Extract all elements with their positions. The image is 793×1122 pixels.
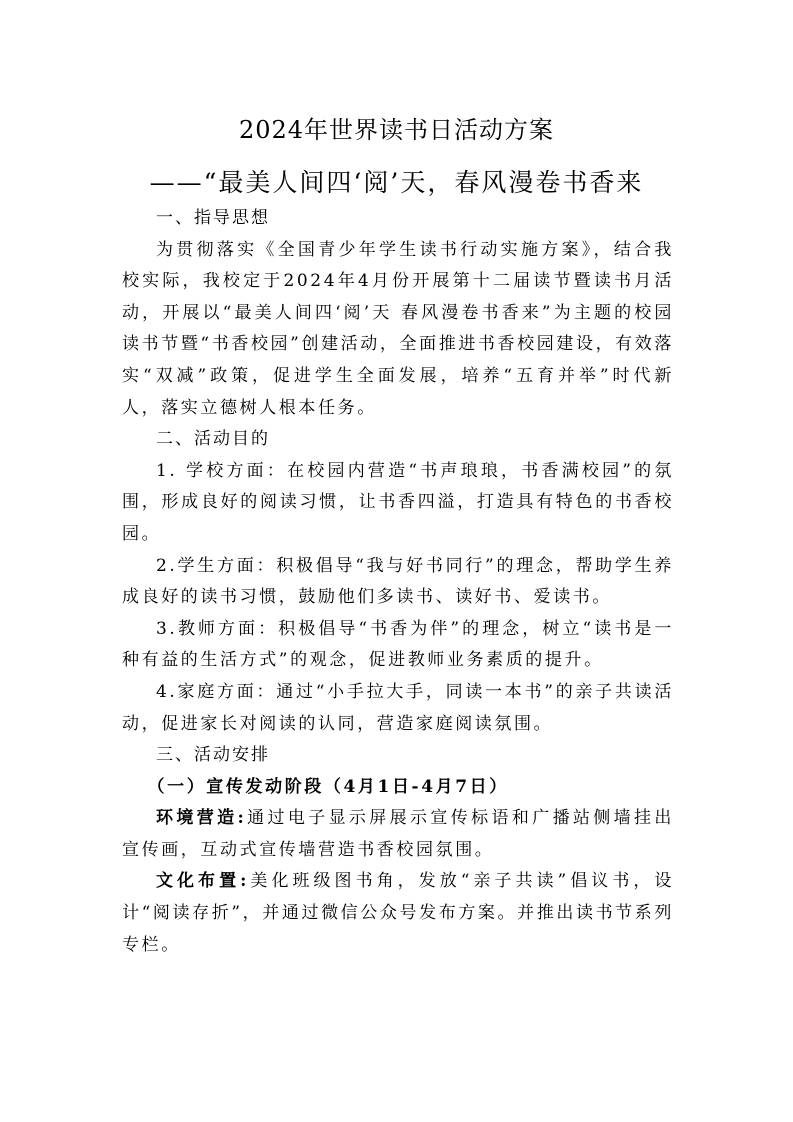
paragraph-purpose-students: 2.学生方面：积极倡导“我与好书同行”的理念，帮助学生养成良好的读书习惯，鼓励他们多读书、读好书、爱读书。 [122, 555, 674, 608]
section-heading-guiding-ideology: 一、指导思想 [156, 208, 270, 228]
subheading-promotion-phase: （一）宣传发动阶段（4月1日-4月7日） [147, 776, 509, 797]
label-environment-setup: 环境营造: [156, 808, 247, 829]
text-cultural-layout: 美化班级图书角，发放“亲子共读”倡议书，设计“阅读存折”，并通过微信公众号发布方案。并推出读书节系列专栏。 [122, 871, 674, 955]
paragraph-cultural-layout [122, 866, 674, 961]
paragraph-purpose-school: 1. 学校方面：在校园内营造“书声琅琅，书香满校园”的氛围，形成良好的阅读习惯，让书香四溢，打造具有特色的书香校园。 [122, 460, 674, 544]
paragraph-purpose-teachers: 3.教师方面：积极倡导“书香为伴”的理念，树立“读书是一种有益的生活方式”的观念，促进教师业务素质的提升。 [122, 618, 674, 671]
paragraph-purpose-family: 4.家庭方面：通过“小手拉大手，同读一本书”的亲子共读活动，促进家长对阅读的认同，营造家庭阅读氛围。 [122, 681, 674, 734]
label-cultural-layout: 文化布置: [156, 871, 249, 892]
document-title: 2024年世界读书日活动方案 [238, 116, 555, 144]
document-body [122, 203, 674, 961]
section-heading-activity-purpose: 二、活动目的 [156, 429, 270, 450]
document-subtitle: ——“最美人间四‘阅’天，春风漫卷书香来 [149, 168, 644, 197]
text-environment-setup: 通过电子显示屏展示宣传标语和广播站侧墙挂出宣传画，互动式宣传墙营造书香校园氛围。 [122, 808, 674, 860]
paragraph-environment-setup [122, 803, 674, 866]
section-heading-activity-arrangement: 三、活动安排 [156, 745, 270, 766]
paragraph-guiding-ideology: 为贯彻落实《全国青少年学生读书行动实施方案》，结合我校实际，我校定于2024年4月份开展第十二届读节暨读书月活动，开展以“最美人间四‘阅’天 春风漫卷书香来”为主题的校园读书节暨“书香校园”创建活动，全面推进书香校园建设，有效落实“双减”政策，促进学生全面发展，培养“五育并举”时代新人，落实立德树人根本任务。 [122, 239, 674, 418]
